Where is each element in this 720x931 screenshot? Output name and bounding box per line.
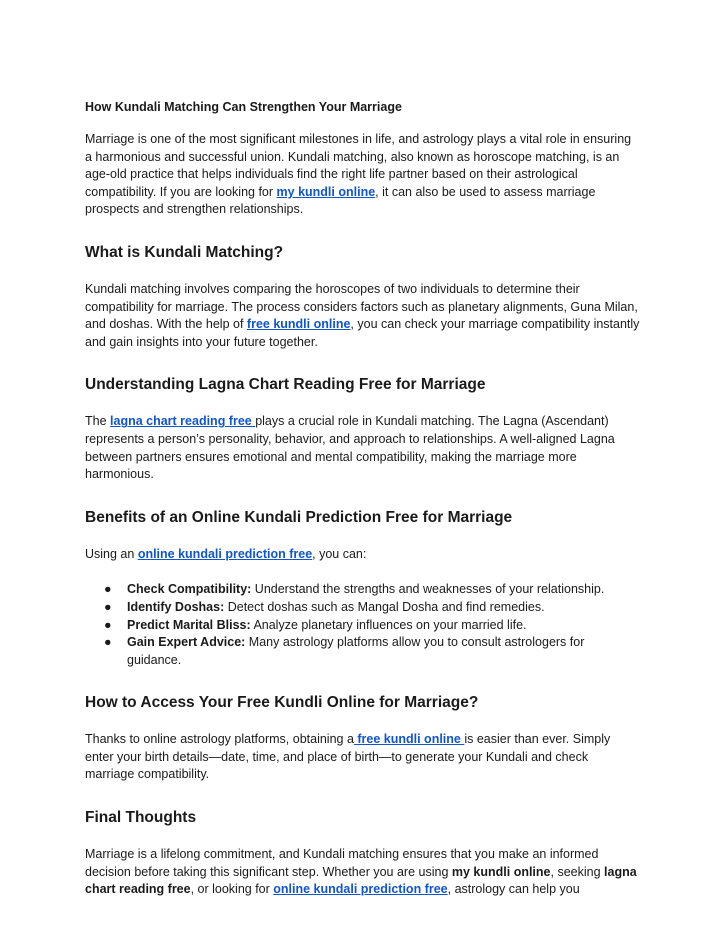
bullet-icon: ●: [104, 617, 112, 632]
section3-paragraph: [85, 546, 640, 564]
list-item: ● Identify Doshas: Detect doshas such as Mangal Dosha and find remedies.: [85, 599, 640, 617]
section4-paragraph: [85, 731, 640, 784]
section3-text-2: , you can:: [312, 546, 367, 561]
section4-text-2: is easier than ever. Simply enter your birth details—date, time, and place of birth—to generate your Kundali and check marriage compatibility.: [85, 732, 611, 782]
section3-text-1: Using an: [85, 546, 138, 561]
free-kundli-online-link-2[interactable]: free kundli online: [353, 732, 465, 747]
section5-paragraph: Marriage is a lifelong commitment, and Kundali matching ensures that you make an informed decision before taking this significant step. Whether you are using my kundli online, seeking lagna chart reading free, or looking for online kundali prediction free, astrology can help you: [85, 847, 637, 897]
bold-my-kundli-online: my kundli online: [451, 864, 551, 879]
section-heading-what-is-kundali-matching: What is Kundali Matching?: [85, 243, 284, 261]
lagna-chart-reading-free-link[interactable]: lagna chart reading free: [110, 414, 256, 429]
document-title: How Kundali Matching Can Strengthen Your Marriage: [85, 100, 402, 114]
list-item: ● Gain Expert Advice: Many astrology platforms allow you to consult astrologers for guidance.: [104, 635, 585, 667]
section2-paragraph: [85, 413, 640, 483]
intro-paragraph: [85, 131, 640, 219]
benefits-list: [85, 581, 640, 669]
section1-paragraph: [85, 281, 640, 351]
my-kundli-online-link[interactable]: my kundli online: [276, 184, 376, 199]
section1-text-2: , you can check your marriage compatibility instantly and gain insights into your future together.: [85, 317, 640, 349]
section1-text-1: Kundali matching involves comparing the horoscopes of two individuals to determine their compatibility for marriage. The process considers factors such as planetary alignments, Guna Milan, and doshas. With the help of: [85, 281, 638, 332]
list-item: ● Predict Marital Bliss: Analyze planetary influences on your married life.: [85, 617, 640, 635]
bullet-icon: ●: [104, 599, 112, 614]
section-heading-lagna-chart: Understanding Lagna Chart Reading Free for Marriage: [85, 376, 486, 394]
bold-lagna-chart-reading-free: lagna chart reading free: [85, 864, 637, 897]
online-kundali-prediction-free-link-2[interactable]: online kundali prediction free: [273, 882, 448, 897]
section-heading-access-free-kundli: How to Access Your Free Kundli Online for Marriage?: [85, 694, 479, 712]
list-item: ● Check Compatibility: Understand the strengths and weaknesses of your relationship.: [85, 581, 640, 599]
intro-text-1: Marriage is one of the most significant milestones in life, and astrology plays a vital role in ensuring a harmonious and successful union. Kundali matching, also known as horoscope matching, is an age-old practice that helps individuals find the right life partner based on their astrological compatibility. If you are looking for: [85, 132, 632, 199]
section-heading-final-thoughts: Final Thoughts: [85, 809, 197, 827]
document-body: [85, 99, 640, 899]
online-kundali-prediction-free-link[interactable]: online kundali prediction free: [137, 546, 313, 561]
intro-text-2: , it can also be used to assess marriage prospects and strengthen relationships.: [85, 184, 596, 217]
free-kundli-online-link[interactable]: free kundli online: [246, 317, 351, 332]
section2-text-2: plays a crucial role in Kundali matching. The Lagna (Ascendant) represents a person’s personality, behavior, and approach to relationships. A well-aligned Lagna between partners ensures emotional and mental compatibility, making the marriage more harmonious.: [85, 414, 615, 482]
section2-text-1: The: [85, 414, 111, 429]
bullet-icon: ●: [104, 635, 112, 650]
bullet-icon: ●: [104, 582, 112, 597]
section-heading-benefits: Benefits of an Online Kundali Prediction Free for Marriage: [85, 508, 513, 526]
section4-text-1: Thanks to online astrology platforms, obtaining a: [85, 732, 354, 747]
